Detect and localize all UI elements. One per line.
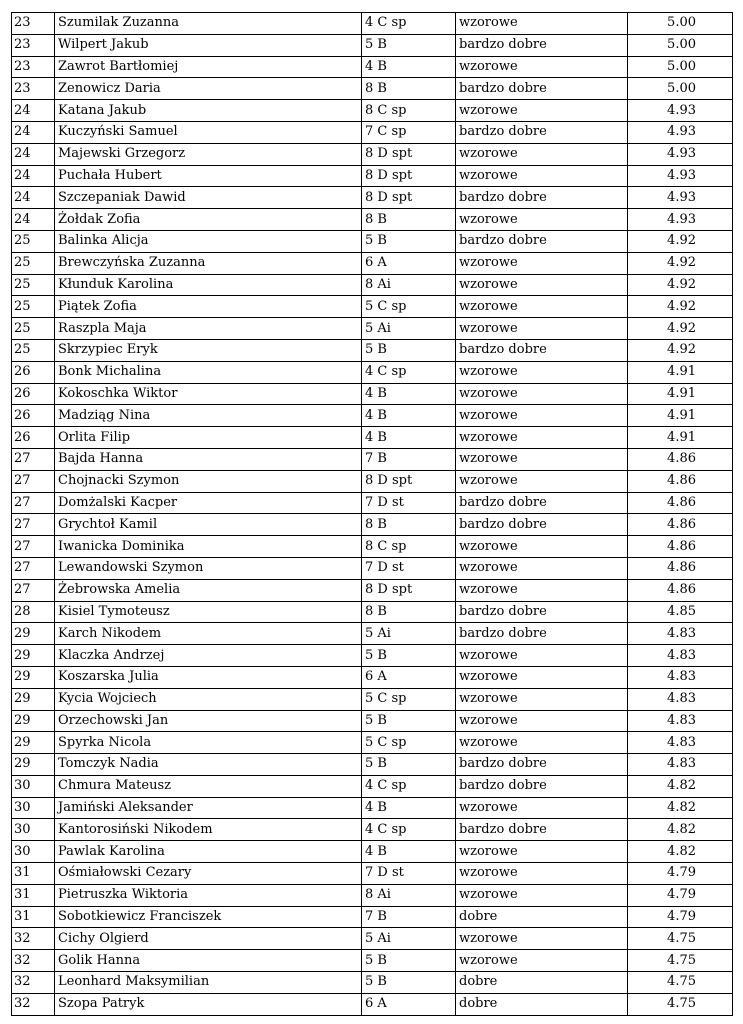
rank-cell: 25 (12, 339, 55, 361)
rank-cell: 29 (12, 666, 55, 688)
behavior-grade-cell: wzorowe (456, 296, 628, 318)
class-cell: 8 Ai (362, 274, 456, 296)
average-cell: 4.93 (628, 165, 733, 187)
average-cell: 4.82 (628, 819, 733, 841)
behavior-grade-cell: bardzo dobre (456, 34, 628, 56)
table-row (12, 906, 733, 928)
table-row (12, 950, 733, 972)
behavior-grade-cell: bardzo dobre (456, 492, 628, 514)
rank-cell: 31 (12, 884, 55, 906)
table-row (12, 252, 733, 274)
student-name-cell: Żebrowska Amelia (55, 579, 362, 601)
average-cell: 4.92 (628, 339, 733, 361)
class-cell: 8 B (362, 514, 456, 536)
average-cell: 4.86 (628, 557, 733, 579)
class-cell: 8 C sp (362, 100, 456, 122)
table-row (12, 863, 733, 885)
average-cell: 4.93 (628, 187, 733, 209)
student-name-cell: Majewski Grzegorz (55, 143, 362, 165)
student-name-cell: Sobotkiewicz Franciszek (55, 906, 362, 928)
table-row (12, 470, 733, 492)
class-cell: 5 B (362, 754, 456, 776)
rank-cell: 27 (12, 579, 55, 601)
average-cell: 4.93 (628, 100, 733, 122)
student-name-cell: Kłunduk Karolina (55, 274, 362, 296)
average-cell: 4.86 (628, 536, 733, 558)
class-cell: 4 B (362, 383, 456, 405)
table-row (12, 797, 733, 819)
class-cell: 7 B (362, 448, 456, 470)
table-row (12, 536, 733, 558)
rank-cell: 25 (12, 296, 55, 318)
class-cell: 4 C sp (362, 361, 456, 383)
average-cell: 4.83 (628, 732, 733, 754)
table-row (12, 754, 733, 776)
class-cell: 4 B (362, 427, 456, 449)
behavior-grade-cell: wzorowe (456, 557, 628, 579)
average-cell: 4.86 (628, 514, 733, 536)
student-name-cell: Klaczka Andrzej (55, 645, 362, 667)
class-cell: 5 B (362, 339, 456, 361)
student-name-cell: Katana Jakub (55, 100, 362, 122)
rank-cell: 31 (12, 863, 55, 885)
behavior-grade-cell: wzorowe (456, 383, 628, 405)
behavior-grade-cell: wzorowe (456, 361, 628, 383)
student-name-cell: Orlita Filip (55, 427, 362, 449)
table-row (12, 688, 733, 710)
rank-cell: 29 (12, 710, 55, 732)
behavior-grade-cell: wzorowe (456, 797, 628, 819)
average-cell: 4.86 (628, 492, 733, 514)
rank-cell: 30 (12, 775, 55, 797)
class-cell: 4 C sp (362, 819, 456, 841)
average-cell: 4.83 (628, 688, 733, 710)
behavior-grade-cell: bardzo dobre (456, 819, 628, 841)
student-name-cell: Tomczyk Nadia (55, 754, 362, 776)
table-row (12, 34, 733, 56)
student-name-cell: Jamiński Aleksander (55, 797, 362, 819)
average-cell: 4.82 (628, 797, 733, 819)
rank-cell: 25 (12, 318, 55, 340)
average-cell: 4.86 (628, 470, 733, 492)
rank-cell: 32 (12, 928, 55, 950)
ranking-table (11, 12, 733, 1016)
average-cell: 5.00 (628, 78, 733, 100)
rank-cell: 24 (12, 165, 55, 187)
average-cell: 4.92 (628, 252, 733, 274)
student-name-cell: Zenowicz Daria (55, 78, 362, 100)
behavior-grade-cell: wzorowe (456, 666, 628, 688)
student-name-cell: Lewandowski Szymon (55, 557, 362, 579)
behavior-grade-cell: wzorowe (456, 165, 628, 187)
table-row (12, 383, 733, 405)
class-cell: 4 B (362, 797, 456, 819)
class-cell: 5 B (362, 34, 456, 56)
table-row (12, 165, 733, 187)
average-cell: 4.93 (628, 209, 733, 231)
table-row (12, 339, 733, 361)
rank-cell: 25 (12, 274, 55, 296)
behavior-grade-cell: bardzo dobre (456, 187, 628, 209)
behavior-grade-cell: wzorowe (456, 950, 628, 972)
table-row (12, 841, 733, 863)
class-cell: 5 B (362, 710, 456, 732)
rank-cell: 25 (12, 252, 55, 274)
rank-cell: 29 (12, 623, 55, 645)
behavior-grade-cell: wzorowe (456, 863, 628, 885)
average-cell: 4.86 (628, 448, 733, 470)
student-name-cell: Golik Hanna (55, 950, 362, 972)
class-cell: 7 D st (362, 557, 456, 579)
behavior-grade-cell: wzorowe (456, 209, 628, 231)
class-cell: 5 C sp (362, 732, 456, 754)
average-cell: 4.91 (628, 383, 733, 405)
table-row (12, 209, 733, 231)
class-cell: 4 C sp (362, 775, 456, 797)
average-cell: 4.91 (628, 427, 733, 449)
average-cell: 4.91 (628, 405, 733, 427)
table-row (12, 318, 733, 340)
rank-cell: 24 (12, 143, 55, 165)
average-cell: 4.83 (628, 754, 733, 776)
class-cell: 6 A (362, 252, 456, 274)
table-row (12, 56, 733, 78)
class-cell: 5 Ai (362, 623, 456, 645)
student-name-cell: Kantorosiński Nikodem (55, 819, 362, 841)
class-cell: 8 D spt (362, 165, 456, 187)
rank-cell: 29 (12, 645, 55, 667)
student-name-cell: Pietruszka Wiktoria (55, 884, 362, 906)
rank-cell: 29 (12, 688, 55, 710)
rank-cell: 27 (12, 514, 55, 536)
behavior-grade-cell: bardzo dobre (456, 78, 628, 100)
behavior-grade-cell: bardzo dobre (456, 623, 628, 645)
student-name-cell: Skrzypiec Eryk (55, 339, 362, 361)
average-cell: 4.93 (628, 143, 733, 165)
student-name-cell: Brewczyńska Zuzanna (55, 252, 362, 274)
student-name-cell: Grychtoł Kamil (55, 514, 362, 536)
table-row (12, 928, 733, 950)
average-cell: 4.83 (628, 666, 733, 688)
behavior-grade-cell: wzorowe (456, 13, 628, 35)
student-name-cell: Szczepaniak Dawid (55, 187, 362, 209)
table-row (12, 601, 733, 623)
table-row (12, 230, 733, 252)
behavior-grade-cell: wzorowe (456, 405, 628, 427)
student-name-cell: Piątek Zofia (55, 296, 362, 318)
average-cell: 4.79 (628, 863, 733, 885)
rank-cell: 26 (12, 361, 55, 383)
student-name-cell: Puchała Hubert (55, 165, 362, 187)
average-cell: 5.00 (628, 34, 733, 56)
behavior-grade-cell: bardzo dobre (456, 601, 628, 623)
student-name-cell: Bajda Hanna (55, 448, 362, 470)
average-cell: 4.79 (628, 906, 733, 928)
average-cell: 4.93 (628, 121, 733, 143)
behavior-grade-cell: bardzo dobre (456, 339, 628, 361)
student-name-cell: Iwanicka Dominika (55, 536, 362, 558)
average-cell: 4.83 (628, 710, 733, 732)
table-row (12, 557, 733, 579)
class-cell: 5 B (362, 230, 456, 252)
table-row (12, 666, 733, 688)
average-cell: 4.75 (628, 972, 733, 994)
average-cell: 4.92 (628, 296, 733, 318)
rank-cell: 29 (12, 732, 55, 754)
table-row (12, 78, 733, 100)
average-cell: 4.75 (628, 950, 733, 972)
behavior-grade-cell: wzorowe (456, 252, 628, 274)
student-name-cell: Koszarska Julia (55, 666, 362, 688)
behavior-grade-cell: wzorowe (456, 100, 628, 122)
behavior-grade-cell: wzorowe (456, 579, 628, 601)
table-row (12, 623, 733, 645)
rank-cell: 26 (12, 427, 55, 449)
average-cell: 4.92 (628, 318, 733, 340)
student-name-cell: Szopa Patryk (55, 993, 362, 1015)
student-name-cell: Kuczyński Samuel (55, 121, 362, 143)
class-cell: 8 D spt (362, 579, 456, 601)
ranking-table-body (12, 13, 733, 1016)
behavior-grade-cell: wzorowe (456, 645, 628, 667)
behavior-grade-cell: wzorowe (456, 688, 628, 710)
rank-cell: 32 (12, 972, 55, 994)
behavior-grade-cell: dobre (456, 906, 628, 928)
student-name-cell: Orzechowski Jan (55, 710, 362, 732)
table-row (12, 579, 733, 601)
rank-cell: 27 (12, 448, 55, 470)
behavior-grade-cell: wzorowe (456, 928, 628, 950)
rank-cell: 32 (12, 993, 55, 1015)
behavior-grade-cell: wzorowe (456, 841, 628, 863)
table-row (12, 13, 733, 35)
table-row (12, 645, 733, 667)
class-cell: 8 C sp (362, 536, 456, 558)
class-cell: 4 B (362, 405, 456, 427)
class-cell: 5 C sp (362, 688, 456, 710)
class-cell: 8 D spt (362, 470, 456, 492)
behavior-grade-cell: wzorowe (456, 448, 628, 470)
student-name-cell: Ośmiałowski Cezary (55, 863, 362, 885)
student-name-cell: Domżalski Kacper (55, 492, 362, 514)
class-cell: 6 A (362, 666, 456, 688)
behavior-grade-cell: wzorowe (456, 536, 628, 558)
student-name-cell: Chmura Mateusz (55, 775, 362, 797)
class-cell: 8 D spt (362, 187, 456, 209)
student-name-cell: Szumilak Zuzanna (55, 13, 362, 35)
class-cell: 5 B (362, 950, 456, 972)
behavior-grade-cell: wzorowe (456, 318, 628, 340)
behavior-grade-cell: wzorowe (456, 710, 628, 732)
average-cell: 5.00 (628, 56, 733, 78)
behavior-grade-cell: wzorowe (456, 56, 628, 78)
rank-cell: 23 (12, 13, 55, 35)
student-name-cell: Spyrka Nicola (55, 732, 362, 754)
rank-cell: 23 (12, 56, 55, 78)
behavior-grade-cell: bardzo dobre (456, 121, 628, 143)
student-name-cell: Żołdak Zofia (55, 209, 362, 231)
behavior-grade-cell: dobre (456, 993, 628, 1015)
average-cell: 4.82 (628, 775, 733, 797)
average-cell: 4.83 (628, 623, 733, 645)
rank-cell: 28 (12, 601, 55, 623)
average-cell: 4.75 (628, 928, 733, 950)
behavior-grade-cell: bardzo dobre (456, 754, 628, 776)
rank-cell: 25 (12, 230, 55, 252)
table-row (12, 884, 733, 906)
average-cell: 4.85 (628, 601, 733, 623)
table-row (12, 732, 733, 754)
class-cell: 8 B (362, 78, 456, 100)
class-cell: 6 A (362, 993, 456, 1015)
rank-cell: 24 (12, 100, 55, 122)
student-name-cell: Leonhard Maksymilian (55, 972, 362, 994)
rank-cell: 24 (12, 187, 55, 209)
class-cell: 4 C sp (362, 13, 456, 35)
rank-cell: 27 (12, 470, 55, 492)
class-cell: 8 B (362, 209, 456, 231)
rank-cell: 30 (12, 819, 55, 841)
class-cell: 7 D st (362, 492, 456, 514)
table-row (12, 121, 733, 143)
student-name-cell: Kycia Wojciech (55, 688, 362, 710)
behavior-grade-cell: wzorowe (456, 274, 628, 296)
rank-cell: 26 (12, 383, 55, 405)
table-row (12, 514, 733, 536)
behavior-grade-cell: bardzo dobre (456, 230, 628, 252)
average-cell: 4.92 (628, 274, 733, 296)
table-row (12, 143, 733, 165)
table-row (12, 993, 733, 1015)
class-cell: 7 B (362, 906, 456, 928)
student-name-cell: Kokoschka Wiktor (55, 383, 362, 405)
average-cell: 4.82 (628, 841, 733, 863)
class-cell: 8 D spt (362, 143, 456, 165)
student-name-cell: Raszpla Maja (55, 318, 362, 340)
average-cell: 4.83 (628, 645, 733, 667)
table-row (12, 710, 733, 732)
average-cell: 4.75 (628, 993, 733, 1015)
average-cell: 5.00 (628, 13, 733, 35)
behavior-grade-cell: bardzo dobre (456, 514, 628, 536)
student-name-cell: Cichy Olgierd (55, 928, 362, 950)
student-name-cell: Pawlak Karolina (55, 841, 362, 863)
table-row (12, 274, 733, 296)
class-cell: 8 Ai (362, 884, 456, 906)
rank-cell: 27 (12, 557, 55, 579)
rank-cell: 31 (12, 906, 55, 928)
table-row (12, 819, 733, 841)
table-row (12, 361, 733, 383)
student-name-cell: Zawrot Bartłomiej (55, 56, 362, 78)
student-name-cell: Chojnacki Szymon (55, 470, 362, 492)
rank-cell: 23 (12, 34, 55, 56)
average-cell: 4.92 (628, 230, 733, 252)
class-cell: 7 C sp (362, 121, 456, 143)
rank-cell: 30 (12, 797, 55, 819)
class-cell: 5 Ai (362, 928, 456, 950)
class-cell: 8 B (362, 601, 456, 623)
table-row (12, 492, 733, 514)
average-cell: 4.86 (628, 579, 733, 601)
student-name-cell: Bonk Michalina (55, 361, 362, 383)
rank-cell: 24 (12, 121, 55, 143)
rank-cell: 30 (12, 841, 55, 863)
rank-cell: 29 (12, 754, 55, 776)
table-row (12, 405, 733, 427)
student-name-cell: Karch Nikodem (55, 623, 362, 645)
behavior-grade-cell: dobre (456, 972, 628, 994)
average-cell: 4.79 (628, 884, 733, 906)
class-cell: 4 B (362, 56, 456, 78)
table-row (12, 972, 733, 994)
class-cell: 5 Ai (362, 318, 456, 340)
behavior-grade-cell: bardzo dobre (456, 775, 628, 797)
class-cell: 5 B (362, 972, 456, 994)
average-cell: 4.91 (628, 361, 733, 383)
student-name-cell: Wilpert Jakub (55, 34, 362, 56)
table-row (12, 296, 733, 318)
class-cell: 7 D st (362, 863, 456, 885)
behavior-grade-cell: wzorowe (456, 732, 628, 754)
rank-cell: 26 (12, 405, 55, 427)
table-row (12, 775, 733, 797)
rank-cell: 32 (12, 950, 55, 972)
behavior-grade-cell: wzorowe (456, 470, 628, 492)
rank-cell: 27 (12, 536, 55, 558)
rank-cell: 24 (12, 209, 55, 231)
behavior-grade-cell: wzorowe (456, 884, 628, 906)
student-name-cell: Balinka Alicja (55, 230, 362, 252)
class-cell: 5 C sp (362, 296, 456, 318)
class-cell: 4 B (362, 841, 456, 863)
student-name-cell: Madziąg Nina (55, 405, 362, 427)
student-name-cell: Kisiel Tymoteusz (55, 601, 362, 623)
rank-cell: 27 (12, 492, 55, 514)
table-row (12, 427, 733, 449)
behavior-grade-cell: wzorowe (456, 143, 628, 165)
behavior-grade-cell: wzorowe (456, 427, 628, 449)
class-cell: 5 B (362, 645, 456, 667)
table-row (12, 187, 733, 209)
table-row (12, 100, 733, 122)
rank-cell: 23 (12, 78, 55, 100)
table-row (12, 448, 733, 470)
